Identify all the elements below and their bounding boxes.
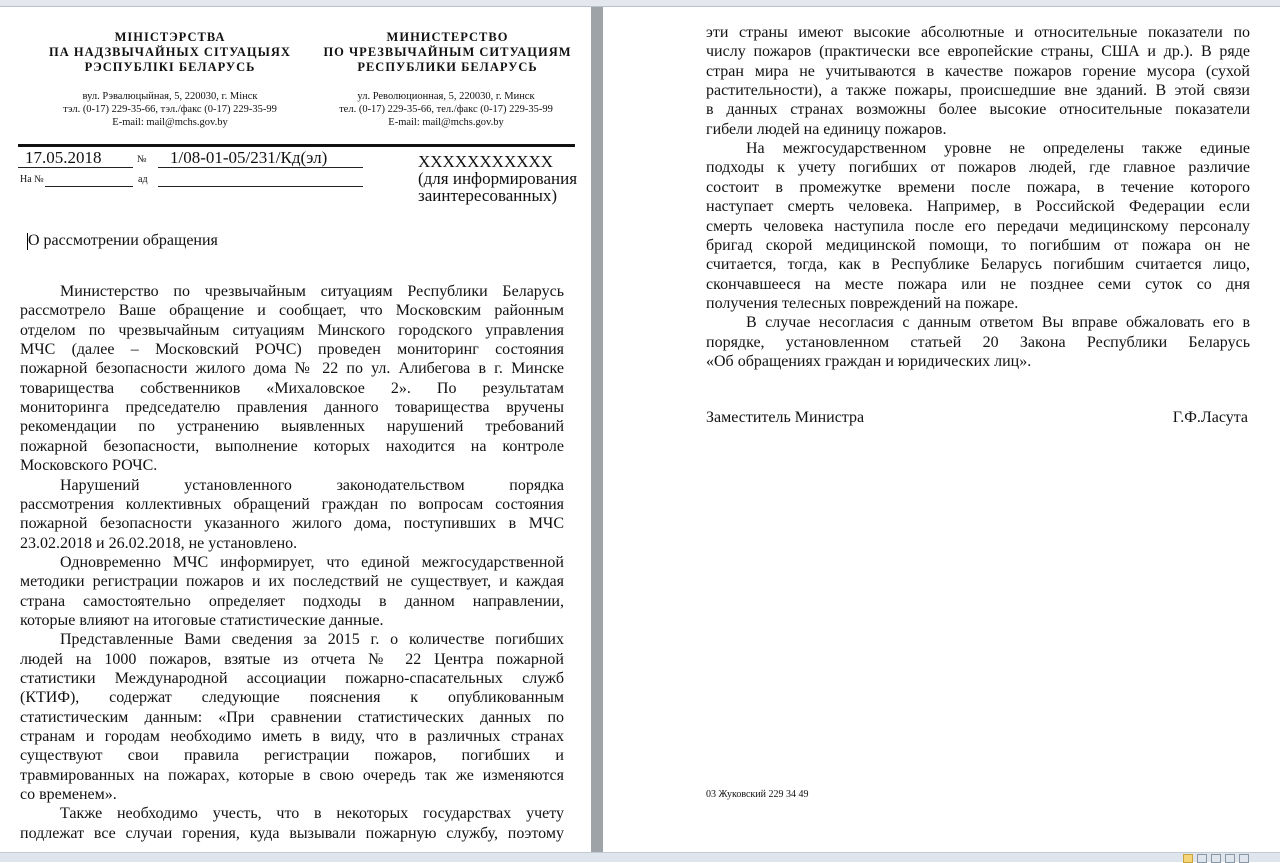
paragraph-line: Также необходимо учесть, что в некоторых государствах учету xyxy=(60,805,564,823)
address-line: E-mail: mail@mchs.gov.by xyxy=(388,117,504,128)
paragraph-line: статистическим данным: «При сравнении статистических данных по xyxy=(20,708,564,726)
paragraph-line: Представленные Вами сведения за 2015 г. о количестве погибших xyxy=(60,631,564,649)
paragraph-line: подходы к учету погибших от пожаров людей, где главное различие xyxy=(706,159,1250,177)
address-line: E-mail: mail@mchs.gov.by xyxy=(112,117,228,128)
addressee-line: заинтересованных) xyxy=(418,186,558,205)
paragraph-line: МЧС (далее – Московский РОЧС) проведен мониторинг состояния xyxy=(20,341,564,359)
title-line: МІНІСТЭРСТВА xyxy=(114,30,226,44)
address-line: вул. Рэвалюцыйная, 5, 220030, г. Мінск xyxy=(82,91,258,102)
paragraph-line: отделом по чрезвычайным ситуациям Минского городского управления xyxy=(20,321,564,339)
paragraph-line: Министерство по чрезвычайным ситуациям Республики Беларусь xyxy=(60,283,564,300)
paragraph-line: состоит в промежутке времени после пожара, в течение которого xyxy=(706,178,1250,196)
reply-to-label: На № xyxy=(20,174,44,185)
paragraph-line: скончавшееся на месте пожара или не позднее семи суток со дня xyxy=(706,275,1250,293)
draft-view-button[interactable] xyxy=(1239,854,1249,863)
paragraph-line: 23.02.2018 и 26.02.2018, не установлено. xyxy=(20,534,298,552)
number-label: № xyxy=(137,154,147,165)
executor-note: 03 Жуковский 229 34 49 xyxy=(706,789,809,800)
title-line: МИНИСТЕРСТВО xyxy=(386,30,509,44)
paragraph-line: рассмотрело Ваше обращение и сообщает, что Московским районным xyxy=(20,302,564,320)
from-label: ад xyxy=(138,174,148,185)
document-page-1[interactable] xyxy=(0,7,591,852)
paragraph-line: числу пожаров (практически все европейские страны, США и др.). В ряде xyxy=(706,43,1250,61)
signature-position: Заместитель Министра xyxy=(706,409,865,426)
reply-number-underline xyxy=(45,186,133,187)
paragraph-line: людей на 1000 пожаров, взятые из отчета № 22 Центра пожарной xyxy=(20,650,564,668)
paragraph-line: пожарной безопасности жилого дома № 22 по ул. Алибегова в г. Минске xyxy=(20,360,564,378)
title-line: ПА НАДЗВЫЧАЙНЫХ СІТУАЦЫЯХ xyxy=(49,45,291,59)
number-underline xyxy=(158,167,363,168)
paragraph-line: существуют свои правила регистрации пожаров, погибших и xyxy=(20,747,564,765)
title-line: РЭСПУБЛІКІ БЕЛАРУСЬ xyxy=(84,60,256,74)
paragraph-line: со временем». xyxy=(20,786,117,804)
paragraph-line: мониторинга председателю правления данного товарищества вручены xyxy=(20,399,564,417)
paragraph-line: В случае несогласия с данным ответом Вы вправе обжаловать его в xyxy=(746,314,1250,332)
paragraph-line: страна самостоятельно определяет подходы в данном направлении, xyxy=(20,592,564,610)
paragraph-line: растительности), а также пожары, происшедшие вне зданий. В этой связи xyxy=(706,82,1250,100)
paragraph-line: наступает смерть человека. Например, в Российской Федерации если xyxy=(706,198,1250,216)
web-layout-view-button[interactable] xyxy=(1211,854,1221,863)
paragraph-line: которые влияют на итоговые статистические данные. xyxy=(20,611,384,629)
paragraph-line: бригад скорой медицинской помощи, то погибшим от пожара он не xyxy=(706,236,1250,254)
addressee-line: (для информирования xyxy=(418,169,578,188)
title-line: ПО ЧРЕЗВЫЧАЙНЫМ СИТУАЦИЯМ xyxy=(323,45,572,59)
from-underline xyxy=(158,186,363,187)
letterhead-address-ru xyxy=(296,90,596,129)
paragraph-line: На межгосударственном уровне не определены также единые xyxy=(746,140,1250,158)
letterhead-divider xyxy=(18,144,575,147)
paragraph-line: Одновременно МЧС информирует, что единой межгосударственной xyxy=(60,553,564,571)
paragraph-line: рекомендации по устранению выявленных нарушений требований xyxy=(20,418,564,436)
paragraph-line: порядке, установленном статьей 20 Закона Республики Беларусь xyxy=(706,333,1250,351)
paragraph-line: (КТИФ), содержат следующие пояснения к опубликованным xyxy=(20,689,564,707)
paragraph-line: в данных странах возможны более высокие относительные показатели xyxy=(706,101,1250,119)
letterhead-title-by xyxy=(49,30,291,75)
letterhead-address-by xyxy=(20,90,320,129)
document-date: 17.05.2018 xyxy=(25,148,102,167)
title-line: РЕСПУБЛИКИ БЕЛАРУСЬ xyxy=(357,60,538,74)
paragraph-line: пожарной безопасности указанного жилого дома, поступивших в МЧС xyxy=(20,515,564,533)
outline-view-button[interactable] xyxy=(1225,854,1235,863)
full-screen-view-button[interactable] xyxy=(1197,854,1207,863)
paragraph-line: эти страны имеют высокие абсолютные и относительные показатели по xyxy=(706,24,1250,41)
paragraph-line: гибели людей на единицу пожаров. xyxy=(706,120,947,138)
paragraph-line: методики регистрации пожаров и их последствий не существует, и каждая xyxy=(20,573,564,591)
paragraph-line: товарищества собственников «Михаловское 2». По результатам xyxy=(20,379,564,397)
paragraph-line: Московского РОЧС. xyxy=(20,457,158,475)
paragraph-line: смерть человека наступила после его передачи медицинскому персоналу xyxy=(706,217,1250,235)
paragraph-line: пожарной безопасности, выполнение которых находится на контроле xyxy=(20,437,564,455)
date-underline xyxy=(18,167,133,168)
paragraph-line: статистики Международной ассоциации пожарно-спасательных служб xyxy=(20,670,564,687)
paragraph-line: рассмотрения коллективных обращений граждан по вопросам состояния xyxy=(20,495,564,513)
paragraph-line: «Об обращениях граждан и юридических лиц». xyxy=(706,352,1032,370)
paragraph-line: получения телесных повреждений на пожаре. xyxy=(706,294,1019,312)
horizontal-ruler xyxy=(0,0,1280,7)
addressee-line: XXXXXXXXXXX xyxy=(418,152,554,171)
paragraph-line: считается, тогда, как в Республике Беларусь погибшим считается лицо, xyxy=(706,256,1250,274)
paragraph-line: травмированных на пожарах, которые в свою очередь так же изменяются xyxy=(20,766,564,784)
letterhead-title-ru xyxy=(323,30,572,75)
address-line: ул. Революционная, 5, 220030, г. Минск xyxy=(357,91,535,102)
page-separator xyxy=(591,7,603,852)
paragraph-line: подлежат все случаи горения, куда вызывали пожарную службу, поэтому xyxy=(20,824,564,842)
document-number: 1/08-01-05/231/Кд(эл) xyxy=(170,148,328,167)
paragraph-line: странам и городам необходимо иметь в виду, что в различных странах xyxy=(20,728,564,746)
addressee xyxy=(418,153,577,204)
address-line: тел. (0-17) 229-35-66, тел./факс (0-17) 229-35-99 xyxy=(339,104,553,115)
paragraph-line: Нарушений установленного законодательством порядка xyxy=(60,476,564,494)
subject-line: О рассмотрении обращения xyxy=(28,232,218,249)
document-page-2[interactable] xyxy=(603,7,1280,852)
signature-name: Г.Ф.Ласута xyxy=(1172,409,1248,426)
address-line: тэл. (0-17) 229-35-66, тэл./факс (0-17) 229-35-99 xyxy=(63,104,277,115)
print-layout-view-button[interactable] xyxy=(1183,854,1193,863)
paragraph-line: стран мира не учитываются в качестве пожаров горение мусора (сухой xyxy=(706,62,1250,80)
